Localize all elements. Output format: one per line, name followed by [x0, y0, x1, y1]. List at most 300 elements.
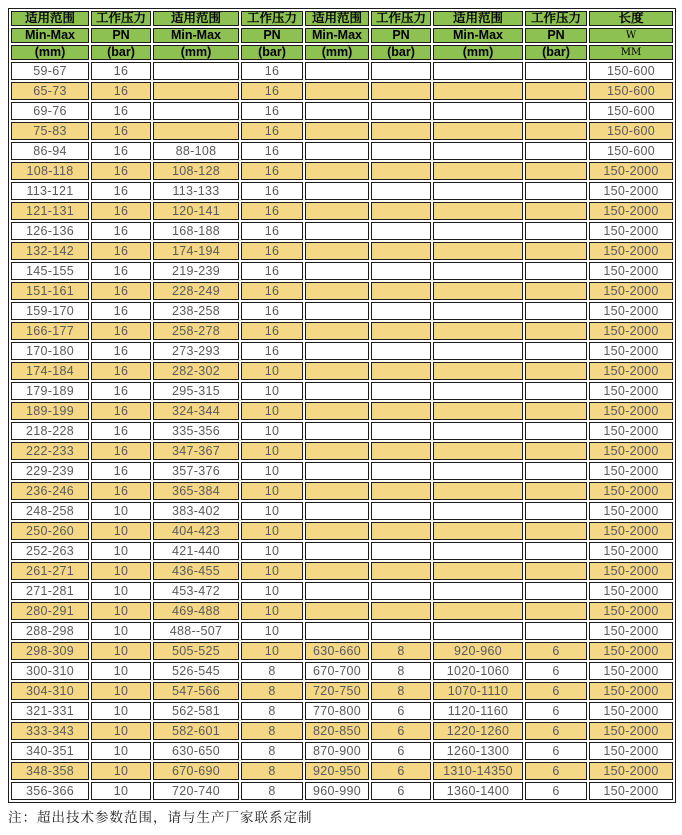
table-cell — [525, 122, 587, 140]
table-header — [11, 11, 673, 60]
table-cell: 150-2000 — [589, 302, 673, 320]
table-cell: 16 — [91, 462, 151, 480]
table-cell: 150-2000 — [589, 642, 673, 660]
table-cell — [525, 282, 587, 300]
table-cell — [305, 102, 369, 120]
header-cell: MM — [589, 45, 673, 60]
header-cell: 工作压力 — [525, 11, 587, 26]
table-row — [11, 282, 673, 300]
table-cell: 150-2000 — [589, 702, 673, 720]
table-cell: 295-315 — [153, 382, 239, 400]
table-cell: 16 — [91, 282, 151, 300]
table-cell: 222-233 — [11, 442, 89, 460]
table-cell — [305, 262, 369, 280]
table-cell — [371, 402, 431, 420]
table-cell — [371, 542, 431, 560]
table-cell: 150-2000 — [589, 202, 673, 220]
table-cell: 150-2000 — [589, 222, 673, 240]
table-cell — [305, 482, 369, 500]
table-cell — [305, 522, 369, 540]
table-cell: 10 — [91, 742, 151, 760]
table-cell — [305, 402, 369, 420]
table-cell — [525, 462, 587, 480]
table-cell: 168-188 — [153, 222, 239, 240]
header-cell: (bar) — [371, 45, 431, 60]
table-cell — [371, 502, 431, 520]
table-cell: 16 — [241, 122, 303, 140]
table-cell: 321-331 — [11, 702, 89, 720]
table-cell: 150-2000 — [589, 562, 673, 580]
table-cell: 150-2000 — [589, 162, 673, 180]
table-cell: 16 — [241, 102, 303, 120]
table-cell: 10 — [91, 762, 151, 780]
table-cell: 16 — [241, 82, 303, 100]
table-row — [11, 362, 673, 380]
table-cell: 218-228 — [11, 422, 89, 440]
table-cell — [525, 162, 587, 180]
table-cell: 150-2000 — [589, 262, 673, 280]
table-cell — [525, 62, 587, 80]
table-cell — [305, 582, 369, 600]
table-cell — [371, 282, 431, 300]
table-cell — [305, 342, 369, 360]
table-row — [11, 142, 673, 160]
table-row — [11, 302, 673, 320]
table-cell: 150-2000 — [589, 622, 673, 640]
table-cell: 88-108 — [153, 142, 239, 160]
table-cell: 562-581 — [153, 702, 239, 720]
table-cell — [305, 382, 369, 400]
table-cell: 10 — [91, 582, 151, 600]
table-cell — [371, 102, 431, 120]
table-cell: 166-177 — [11, 322, 89, 340]
table-cell — [153, 82, 239, 100]
table-row — [11, 402, 673, 420]
table-row — [11, 122, 673, 140]
header-cell: (mm) — [433, 45, 523, 60]
table-cell — [371, 202, 431, 220]
table-cell: 75-83 — [11, 122, 89, 140]
header-cell: Min-Max — [305, 28, 369, 43]
table-cell — [433, 522, 523, 540]
table-cell — [525, 562, 587, 580]
table-row — [11, 62, 673, 80]
table-cell: 404-423 — [153, 522, 239, 540]
table-cell — [371, 142, 431, 160]
table-cell — [371, 342, 431, 360]
table-cell: 10 — [91, 722, 151, 740]
table-cell — [433, 442, 523, 460]
table-cell: 6 — [525, 702, 587, 720]
table-cell: 357-376 — [153, 462, 239, 480]
table-cell: 920-950 — [305, 762, 369, 780]
table-cell: 10 — [91, 542, 151, 560]
table-cell: 16 — [241, 62, 303, 80]
table-cell: 189-199 — [11, 402, 89, 420]
table-cell: 10 — [241, 402, 303, 420]
table-row — [11, 582, 673, 600]
table-cell — [525, 382, 587, 400]
table-cell: 150-600 — [589, 122, 673, 140]
table-cell: 150-2000 — [589, 602, 673, 620]
table-cell — [433, 102, 523, 120]
table-cell: 150-2000 — [589, 462, 673, 480]
table-cell: 630-650 — [153, 742, 239, 760]
header-cell: (mm) — [11, 45, 89, 60]
table-cell — [305, 82, 369, 100]
header-cell: 适用范围 — [305, 11, 369, 26]
table-cell — [525, 302, 587, 320]
table-body — [11, 62, 673, 800]
header-cell: PN — [371, 28, 431, 43]
table-cell: 16 — [241, 162, 303, 180]
table-row — [11, 742, 673, 760]
table-cell — [305, 622, 369, 640]
table-cell: 16 — [91, 482, 151, 500]
table-cell — [433, 162, 523, 180]
table-cell: 150-600 — [589, 82, 673, 100]
table-cell — [433, 482, 523, 500]
table-cell — [525, 182, 587, 200]
table-cell — [153, 62, 239, 80]
table-cell: 16 — [91, 122, 151, 140]
table-cell — [433, 362, 523, 380]
table-cell — [433, 142, 523, 160]
table-cell: 280-291 — [11, 602, 89, 620]
table-cell: 6 — [371, 742, 431, 760]
table-cell: 421-440 — [153, 542, 239, 560]
table-cell — [433, 222, 523, 240]
table-cell: 10 — [91, 622, 151, 640]
header-cell: PN — [91, 28, 151, 43]
table-cell — [525, 222, 587, 240]
table-cell: 16 — [241, 282, 303, 300]
header-cell: (mm) — [153, 45, 239, 60]
table-cell: 6 — [525, 642, 587, 660]
table-cell — [371, 582, 431, 600]
table-cell: 150-2000 — [589, 522, 673, 540]
table-cell: 8 — [371, 682, 431, 700]
table-cell: 248-258 — [11, 502, 89, 520]
table-cell: 505-525 — [153, 642, 239, 660]
table-cell — [433, 262, 523, 280]
table-cell: 10 — [91, 602, 151, 620]
table-cell: 6 — [525, 762, 587, 780]
table-cell: 10 — [91, 642, 151, 660]
table-cell: 1360-1400 — [433, 782, 523, 800]
table-cell — [305, 502, 369, 520]
table-cell — [305, 242, 369, 260]
table-cell: 8 — [241, 782, 303, 800]
table-cell — [371, 322, 431, 340]
table-cell: 335-356 — [153, 422, 239, 440]
table-cell — [153, 122, 239, 140]
table-cell — [305, 202, 369, 220]
table-cell — [525, 602, 587, 620]
table-cell: 150-2000 — [589, 662, 673, 680]
table-cell — [525, 142, 587, 160]
table-cell — [305, 282, 369, 300]
table-cell: 670-690 — [153, 762, 239, 780]
table-cell — [433, 622, 523, 640]
table-cell: 1120-1160 — [433, 702, 523, 720]
table-cell: 150-2000 — [589, 582, 673, 600]
table-cell: 150-600 — [589, 102, 673, 120]
table-cell: 333-343 — [11, 722, 89, 740]
header-cell: PN — [241, 28, 303, 43]
table-cell: 720-740 — [153, 782, 239, 800]
table-cell: 8 — [241, 722, 303, 740]
table-row — [11, 642, 673, 660]
table-cell — [371, 522, 431, 540]
header-row — [11, 11, 673, 26]
table-cell — [433, 242, 523, 260]
table-cell: 10 — [241, 642, 303, 660]
table-cell — [525, 422, 587, 440]
table-cell — [371, 602, 431, 620]
header-cell: PN — [525, 28, 587, 43]
table-cell — [305, 302, 369, 320]
table-cell: 10 — [91, 702, 151, 720]
table-cell — [525, 402, 587, 420]
table-cell: 150-2000 — [589, 342, 673, 360]
table-cell: 6 — [525, 722, 587, 740]
table-cell — [525, 582, 587, 600]
table-cell: 6 — [525, 782, 587, 800]
table-cell: 920-960 — [433, 642, 523, 660]
table-cell — [525, 482, 587, 500]
table-cell: 151-161 — [11, 282, 89, 300]
table-cell: 348-358 — [11, 762, 89, 780]
table-cell: 16 — [91, 382, 151, 400]
header-cell: 长度 — [589, 11, 673, 26]
table-cell — [433, 82, 523, 100]
table-cell — [305, 322, 369, 340]
table-cell: 150-600 — [589, 142, 673, 160]
table-cell: 10 — [91, 782, 151, 800]
table-cell: 16 — [91, 162, 151, 180]
table-cell: 108-118 — [11, 162, 89, 180]
table-cell: 8 — [241, 702, 303, 720]
table-cell: 16 — [91, 242, 151, 260]
table-row — [11, 382, 673, 400]
header-cell: 适用范围 — [11, 11, 89, 26]
table-cell — [305, 362, 369, 380]
table-cell: 150-2000 — [589, 322, 673, 340]
table-cell: 1260-1300 — [433, 742, 523, 760]
table-cell — [305, 62, 369, 80]
table-cell: 65-73 — [11, 82, 89, 100]
table-row — [11, 542, 673, 560]
table-cell: 150-2000 — [589, 722, 673, 740]
table-cell: 16 — [91, 142, 151, 160]
table-cell — [525, 442, 587, 460]
table-cell: 10 — [241, 462, 303, 480]
header-cell: Min-Max — [153, 28, 239, 43]
table-cell: 150-2000 — [589, 242, 673, 260]
table-cell — [153, 102, 239, 120]
table-cell — [433, 282, 523, 300]
table-cell: 10 — [241, 422, 303, 440]
table-cell: 1020-1060 — [433, 662, 523, 680]
header-row — [11, 45, 673, 60]
table-cell: 8 — [241, 662, 303, 680]
table-cell: 16 — [91, 82, 151, 100]
table-cell — [525, 622, 587, 640]
table-cell: 150-2000 — [589, 502, 673, 520]
table-cell: 16 — [91, 362, 151, 380]
table-row — [11, 502, 673, 520]
table-cell: 174-184 — [11, 362, 89, 380]
table-cell — [433, 582, 523, 600]
table-cell: 16 — [241, 342, 303, 360]
table-cell — [371, 222, 431, 240]
table-cell — [371, 422, 431, 440]
table-cell: 250-260 — [11, 522, 89, 540]
table-cell: 170-180 — [11, 342, 89, 360]
table-cell: 108-128 — [153, 162, 239, 180]
table-cell — [525, 202, 587, 220]
table-cell: 6 — [525, 742, 587, 760]
table-cell: 6 — [371, 762, 431, 780]
table-cell: 273-293 — [153, 342, 239, 360]
table-cell: 8 — [241, 682, 303, 700]
table-row — [11, 522, 673, 540]
table-cell — [371, 82, 431, 100]
table-cell — [433, 382, 523, 400]
table-cell: 261-271 — [11, 562, 89, 580]
table-cell: 347-367 — [153, 442, 239, 460]
table-cell: 10 — [241, 582, 303, 600]
table-cell — [371, 162, 431, 180]
table-row — [11, 562, 673, 580]
table-cell: 770-800 — [305, 702, 369, 720]
table-cell — [371, 362, 431, 380]
table-row — [11, 622, 673, 640]
table-cell: 10 — [241, 442, 303, 460]
table-cell: 8 — [241, 762, 303, 780]
table-cell — [433, 322, 523, 340]
table-cell: 69-76 — [11, 102, 89, 120]
table-cell — [305, 142, 369, 160]
table-cell: 252-263 — [11, 542, 89, 560]
table-cell — [433, 502, 523, 520]
table-cell: 236-246 — [11, 482, 89, 500]
table-cell: 10 — [91, 522, 151, 540]
table-cell: 228-249 — [153, 282, 239, 300]
table-cell: 547-566 — [153, 682, 239, 700]
table-cell: 16 — [91, 302, 151, 320]
table-cell: 16 — [241, 242, 303, 260]
table-cell: 16 — [241, 262, 303, 280]
table-cell: 16 — [241, 202, 303, 220]
table-cell — [305, 442, 369, 460]
table-cell: 59-67 — [11, 62, 89, 80]
table-cell: 150-2000 — [589, 362, 673, 380]
table-cell — [371, 302, 431, 320]
table-cell — [371, 182, 431, 200]
table-cell: 150-2000 — [589, 742, 673, 760]
table-cell — [525, 322, 587, 340]
table-cell: 271-281 — [11, 582, 89, 600]
table-cell: 150-2000 — [589, 282, 673, 300]
table-cell: 820-850 — [305, 722, 369, 740]
table-row — [11, 182, 673, 200]
table-cell — [525, 262, 587, 280]
table-cell — [525, 102, 587, 120]
table-cell: 300-310 — [11, 662, 89, 680]
table-row — [11, 102, 673, 120]
table-cell: 469-488 — [153, 602, 239, 620]
table-cell — [371, 622, 431, 640]
table-cell: 219-239 — [153, 262, 239, 280]
table-cell: 16 — [91, 202, 151, 220]
table-cell: 16 — [91, 102, 151, 120]
header-cell: (bar) — [525, 45, 587, 60]
table-cell: 150-2000 — [589, 182, 673, 200]
table-cell: 16 — [91, 442, 151, 460]
table-cell: 304-310 — [11, 682, 89, 700]
table-cell: 113-133 — [153, 182, 239, 200]
table-cell: 150-2000 — [589, 762, 673, 780]
table-cell: 365-384 — [153, 482, 239, 500]
table-cell: 630-660 — [305, 642, 369, 660]
table-row — [11, 202, 673, 220]
table-cell — [525, 242, 587, 260]
header-cell: W — [589, 28, 673, 43]
table-cell — [525, 522, 587, 540]
table-cell: 150-2000 — [589, 442, 673, 460]
table-cell — [371, 442, 431, 460]
table-row — [11, 322, 673, 340]
table-cell: 670-700 — [305, 662, 369, 680]
table-cell — [525, 542, 587, 560]
header-cell: Min-Max — [11, 28, 89, 43]
table-cell: 174-194 — [153, 242, 239, 260]
table-cell — [433, 462, 523, 480]
table-row — [11, 222, 673, 240]
table-row — [11, 602, 673, 620]
header-cell: (bar) — [241, 45, 303, 60]
table-cell — [433, 602, 523, 620]
footnote: 注：超出技术参数范围，请与生产厂家联系定制 — [8, 810, 313, 826]
table-cell: 179-189 — [11, 382, 89, 400]
table-cell — [371, 562, 431, 580]
table-cell — [305, 162, 369, 180]
table-cell: 150-2000 — [589, 782, 673, 800]
table-cell: 150-600 — [589, 62, 673, 80]
table-cell: 8 — [371, 662, 431, 680]
header-cell: 工作压力 — [241, 11, 303, 26]
table-cell — [371, 462, 431, 480]
table-cell: 16 — [241, 142, 303, 160]
table-cell: 150-2000 — [589, 402, 673, 420]
table-cell — [371, 262, 431, 280]
table-cell: 1070-1110 — [433, 682, 523, 700]
table-cell: 113-121 — [11, 182, 89, 200]
table-cell: 720-750 — [305, 682, 369, 700]
header-cell: (bar) — [91, 45, 151, 60]
table-cell — [433, 422, 523, 440]
table-cell: 10 — [241, 502, 303, 520]
table-cell: 16 — [241, 322, 303, 340]
table-cell — [525, 82, 587, 100]
table-cell: 10 — [91, 682, 151, 700]
table-cell: 150-2000 — [589, 422, 673, 440]
table-row — [11, 762, 673, 780]
table-cell: 10 — [241, 482, 303, 500]
table-cell: 10 — [91, 502, 151, 520]
